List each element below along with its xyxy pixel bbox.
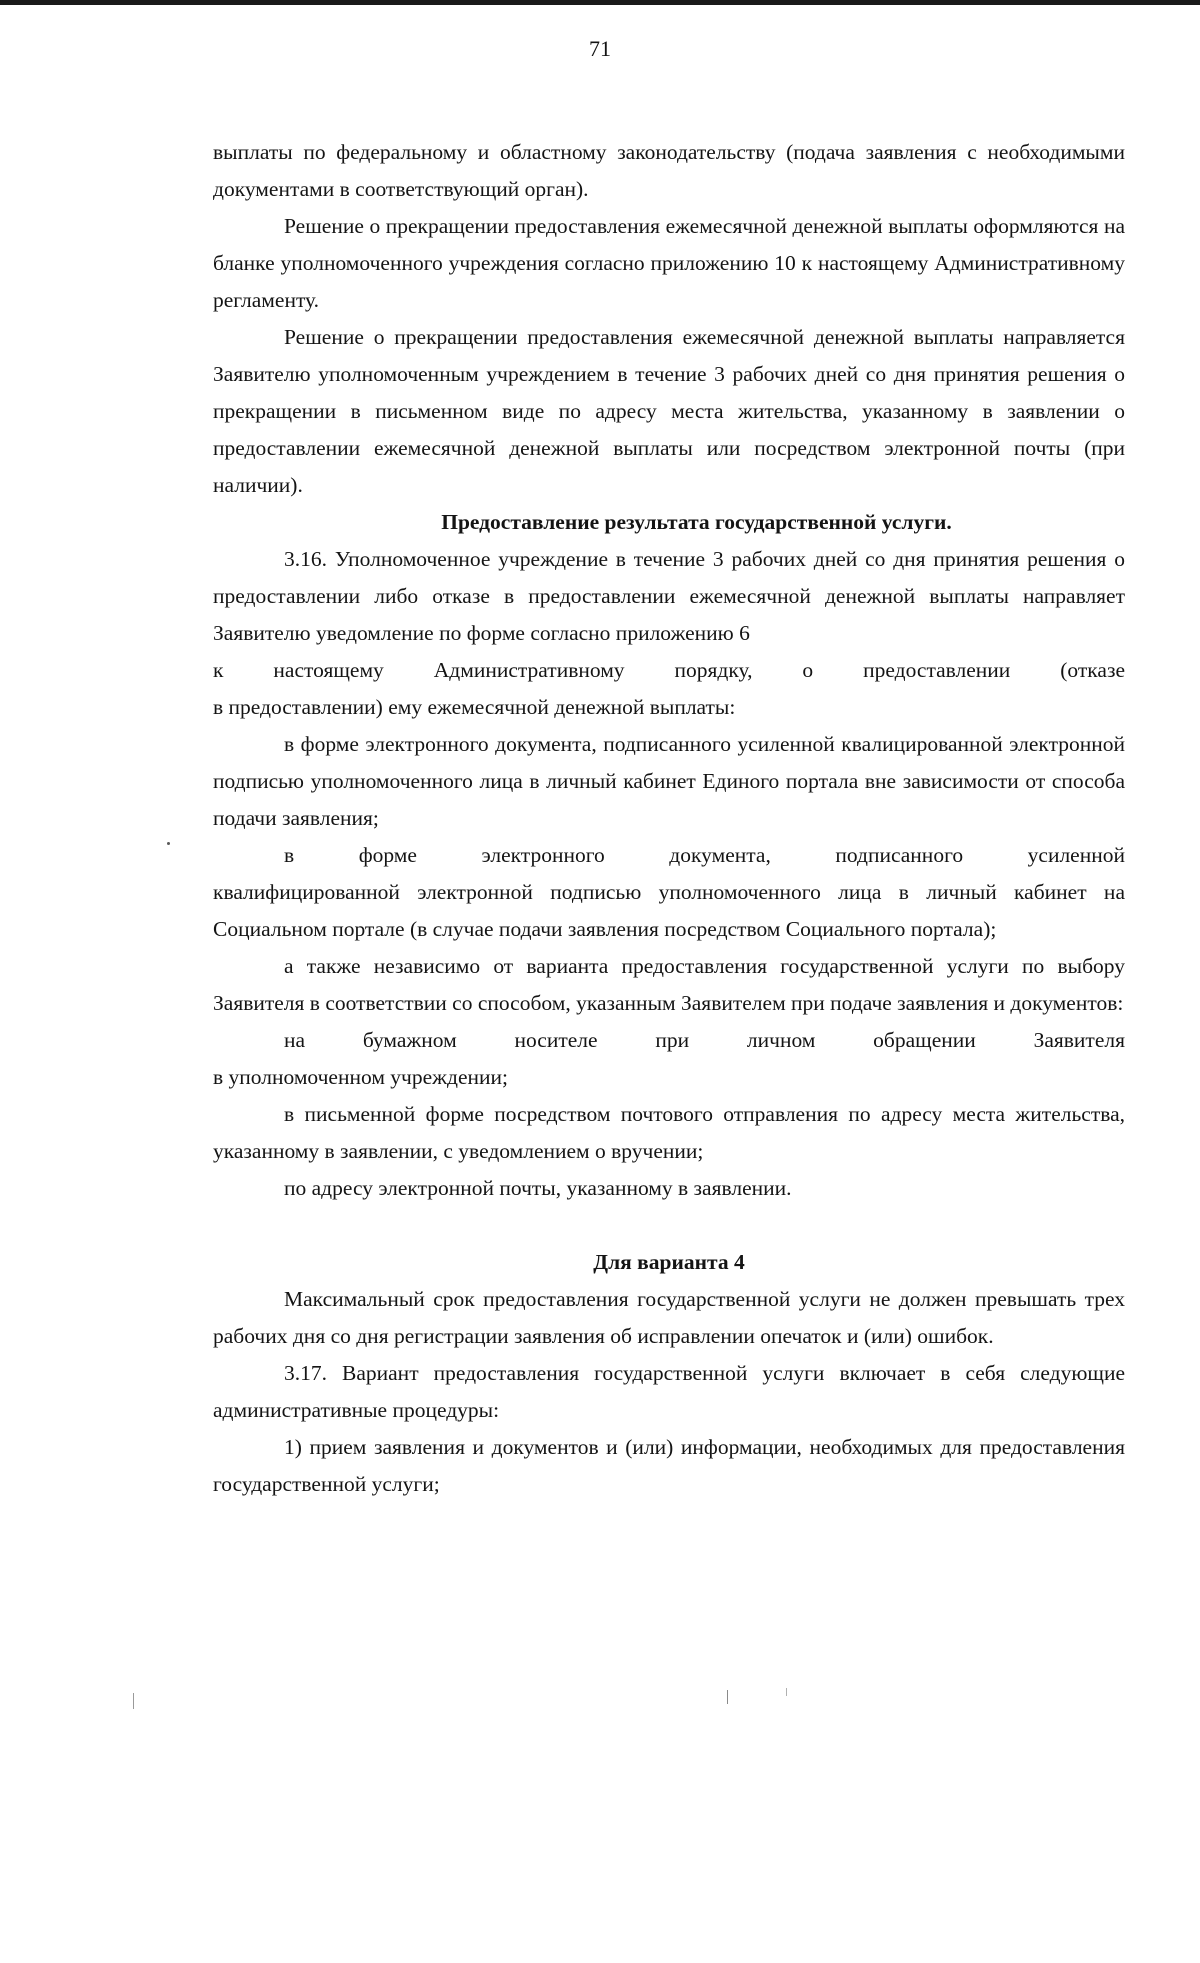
list-item-postal: в письменной форме посредством почтового отправления по адресу места жительства, указанному в заявлении, с уведомлением о вручении; [213, 1102, 1125, 1163]
paragraph-3-17: 3.17. Вариант предоставления государственной услуги включает в себя следующие административные процедуры: [213, 1361, 1125, 1422]
scan-speck [133, 1693, 134, 1709]
scan-speck [167, 842, 170, 845]
paragraph-payments-continuation: выплаты по федеральному и областному законодательству (подача заявления с необходимыми документами в соответствующий орган). [213, 140, 1125, 201]
paragraph-3-16-intro: 3.16. Уполномоченное учреждение в течение 3 рабочих дней со дня принятия решения о предоставлении либо отказе в предоставлении ежемесячной денежной выплаты направляет Заявителю уведомление по форме согласно приложению 6 [213, 547, 1125, 645]
paragraph-procedure-1: 1) прием заявления и документов и (или) информации, необходимых для предоставления государственной услуги; [213, 1435, 1125, 1496]
list-item-paper: в уполномоченном учреждении; [213, 1065, 508, 1089]
list-item-electronic-social-portal-line1: в форме электронного документа, подписанного усиленной [284, 843, 1125, 867]
paragraph-termination-notice: Решение о прекращении предоставления ежемесячной денежной выплаты направляется Заявителю уполномоченным учреждением в течение 3 рабочих дней со дня принятия решения о прекращении в письменном виде по адресу места жительства, указанному в заявлении о предоставлении ежемесячной денежной выплаты или посредством электронной почты (при наличии). [213, 325, 1125, 497]
heading-service-result: Предоставление результата государственной услуги. [441, 510, 952, 534]
list-item-applicant-choice: а также независимо от варианта предоставления государственной услуги по выбору Заявителя в соответствии со способом, указанным Заявителем при подаче заявления и документов: [213, 954, 1125, 1015]
paragraph-variant-4-term: Максимальный срок предоставления государственной услуги не должен превышать трех рабочих дня со дня регистрации заявления об исправлении опечаток и (или) ошибок. [213, 1287, 1125, 1348]
paragraph-3-16-intro-line2: к настоящему Административному порядку, о предоставлении (отказе [213, 658, 1125, 682]
scan-speck [786, 1688, 787, 1696]
page-number: 71 [589, 36, 611, 61]
scan-speck [727, 1690, 728, 1704]
list-item-email: по адресу электронной почты, указанному в заявлении. [284, 1176, 792, 1200]
list-item-paper-line1: на бумажном носителе при личном обращении Заявителя [284, 1028, 1125, 1052]
page-body [213, 134, 1125, 1503]
heading-variant-4: Для варианта 4 [593, 1250, 745, 1274]
paragraph-termination-form: Решение о прекращении предоставления ежемесячной денежной выплаты оформляются на бланке уполномоченного учреждения согласно приложению 10 к настоящему Административному регламенту. [213, 214, 1125, 312]
list-item-electronic-unified-portal: в форме электронного документа, подписанного усиленной квалицированной электронной подписью уполномоченного лица в личный кабинет Единого портала вне зависимости от способа подачи заявления; [213, 732, 1125, 830]
list-item-electronic-social-portal: квалифицированной электронной подписью уполномоченного лица в личный кабинет на Социальном портале (в случае подачи заявления посредством Социального портала); [213, 880, 1125, 941]
paragraph-3-16-intro-end: в предоставлении) ему ежемесячной денежной выплаты: [213, 695, 736, 719]
scan-top-edge [0, 0, 1200, 5]
